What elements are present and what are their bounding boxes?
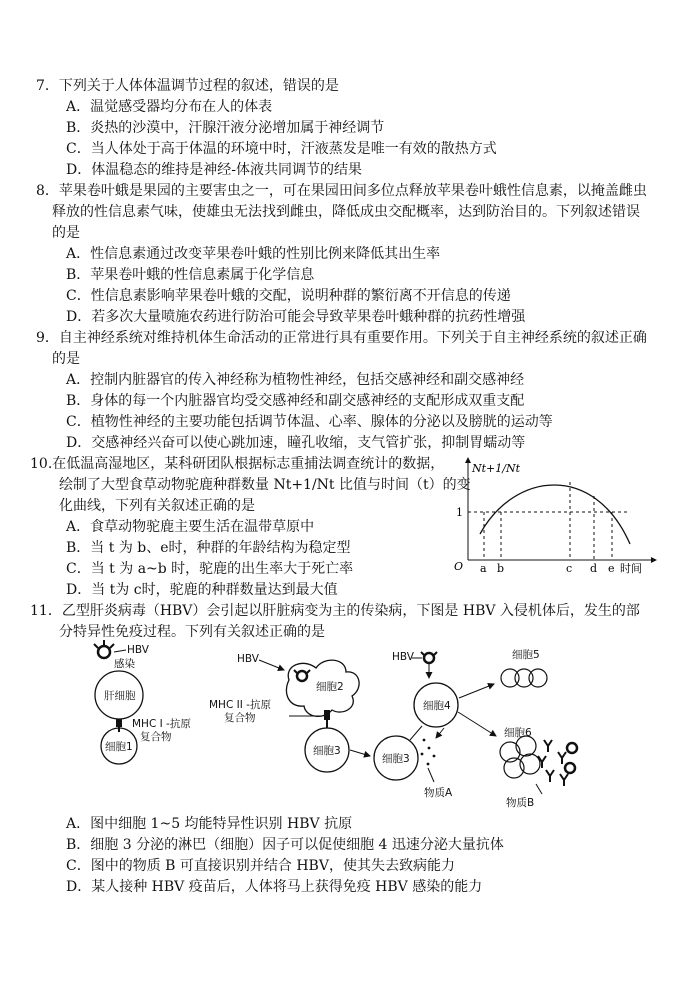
graph-xlabel: 时间	[620, 562, 642, 574]
q8-option-d: D．若多次大量喷施农药进行防治可能会导致苹果卷叶蛾种群的抗药性增强	[66, 309, 526, 325]
cell3-label-right: 细胞3	[382, 753, 410, 765]
cell4-label: 细胞4	[423, 700, 451, 712]
q10-option-b: B．当 t 为 b、e时，种群的年龄结构为稳定型	[66, 540, 351, 556]
q9-stem-line2: 的是	[52, 351, 80, 367]
cell3-cell4-link	[410, 726, 422, 740]
tick-d: d	[590, 562, 598, 574]
hbv-virus-icon	[94, 640, 114, 658]
mhc1-label-a: MHC I -抗原	[132, 718, 191, 730]
cell5-label: 细胞5	[512, 649, 540, 661]
hbv-label-line	[114, 650, 126, 652]
graph-one-label: 1	[456, 506, 463, 519]
mhc1-complex-icon	[116, 719, 122, 727]
hbv-virus-icon-3	[421, 652, 437, 663]
cell6-label: 细胞6	[504, 727, 532, 739]
infect-label: 感染	[114, 658, 135, 670]
liver-cell-label: 肝细胞	[104, 690, 136, 702]
tick-b: b	[497, 562, 505, 574]
cell4-to-cell6-arrow	[458, 712, 496, 736]
q11-immune-diagram	[84, 640, 584, 808]
tick-e: e	[608, 562, 615, 574]
q10-ratio-graph	[444, 452, 660, 574]
mhc2-label-b: 复合物	[224, 712, 256, 724]
q9-option-d: D．交感神经兴奋可以使心跳加速，瞳孔收缩，支气管扩张，抑制胃蠕动等	[66, 435, 526, 451]
q9-stem-line1: 9．自主神经系统对维持机体生命活动的正常进行具有重要作用。下列关于自主神经系统的叙述正确	[36, 330, 647, 346]
hbv-engulfed-icon	[294, 670, 310, 681]
tick-a: a	[480, 562, 487, 574]
cell1-label: 细胞1	[105, 741, 133, 753]
q7-option-c: C．当人体处于高于体温的环境中时，汗液蒸发是唯一有效的散热方式	[66, 141, 497, 157]
cell2-label: 细胞2	[316, 681, 344, 693]
hbv-label-2: HBV	[237, 653, 259, 665]
q9-option-a: A．控制内脏器官的传入神经称为植物性神经，包括交感神经和副交感神经	[66, 372, 525, 388]
cell3-to-cell3-arrow	[350, 750, 370, 756]
q8-option-b: B．苹果卷叶蛾的性信息素属于化学信息	[66, 267, 315, 283]
cell4-to-cell5-arrow	[459, 684, 494, 698]
substance-b-label: 物质B	[506, 797, 535, 808]
mhc2-complex-icon	[324, 710, 330, 720]
hbv-to-cell2-arrow	[259, 660, 284, 670]
q9-option-b: B．身体的每一个内脏器官均受交感神经和副交感神经的支配形成双重支配	[66, 393, 525, 409]
q11-stem-line1: 11．乙型肝炎病毒（HBV）会引起以肝脏病变为主的传染病，下图是 HBV 入侵机体后，发生的部	[30, 603, 640, 619]
q8-stem-line1: 8．苹果卷叶蛾是果园的主要害虫之一，可在果园田间多位点释放苹果卷叶蛾性信息素，以掩盖雌虫	[36, 183, 647, 199]
q8-option-a: A．性信息素通过改变苹果卷叶蛾的性别比例来降低其出生率	[66, 246, 441, 262]
cell-5-group	[501, 669, 547, 687]
q10-option-c: C．当 t 为 a~b 时，驼鹿的出生率大于死亡率	[66, 561, 354, 577]
graph-origin: O	[454, 560, 464, 573]
q7-option-d: D．体温稳态的维持是神经-体液共同调节的结果	[66, 162, 362, 178]
ratio-curve	[480, 485, 630, 544]
antibody-icons	[538, 740, 568, 786]
cell-6-group	[500, 736, 540, 778]
q11-option-c: C．图中的物质 B 可直接识别并结合 HBV，使其失去致病能力	[66, 858, 455, 874]
hbv-label-1: HBV	[127, 644, 149, 656]
hbv-label-3: HBV	[392, 651, 414, 663]
substance-a-label: 物质A	[424, 787, 453, 799]
q8-option-c: C．性信息素影响苹果卷叶蛾的交配，说明种群的繁衍离不开信息的传递	[66, 288, 511, 304]
q10-stem-line2: 绘制了大型食草动物驼鹿种群数量 Nt+1/Nt 比值与时间（t）的变	[59, 477, 471, 493]
q7-stem: 7．下列关于人体体温调节过程的叙述，错误的是	[36, 78, 339, 94]
q10-option-a: A．食草动物驼鹿主要生活在温带草原中	[66, 519, 315, 535]
q8-stem-line2: 释放的性信息素气味，使雄虫无法找到雌虫，降低成虫交配概率，达到防治目的。下列叙述错误	[52, 204, 640, 220]
q11-option-b: B．细胞 3 分泌的淋巴（细胞）因子可以促使细胞 4 迅速分泌大量抗体	[66, 837, 504, 853]
q11-stem-line2: 分特异性免疫过程。下列有关叙述正确的是	[59, 624, 325, 640]
q10-option-d: D．当 t为 c时，驼鹿的种群数量达到最大值	[66, 582, 338, 598]
hbv-bound-icon	[565, 743, 577, 773]
mhc2-label-a: MHC II -抗原	[209, 699, 271, 711]
tick-c: c	[566, 562, 573, 574]
cell3-label-left: 细胞3	[313, 745, 341, 757]
substance-a-dots	[421, 739, 436, 766]
q8-stem-line3: 的是	[52, 225, 80, 241]
q10-stem-line1: 10.在低温高湿地区，某科研团队根据标志重捕法调查统计的数据，	[30, 456, 445, 472]
q11-option-a: A．图中细胞 1~5 均能特异性识别 HBV 抗原	[66, 816, 353, 832]
mhc1-label-b: 复合物	[140, 731, 172, 743]
q10-stem-line3: 化曲线，下列有关叙述正确的是	[59, 498, 255, 514]
q9-option-c: C．植物性神经的主要功能包括调节体温、心率、腺体的分泌以及膀胱的运动等	[66, 414, 553, 430]
graph-ylabel: Nt+1/Nt	[472, 462, 521, 475]
substance-a-arrow	[436, 728, 444, 738]
q11-option-d: D．某人接种 HBV 疫苗后，人体将马上获得免疫 HBV 感染的能力	[66, 879, 483, 895]
q7-option-b: B．炎热的沙漠中，汗腺汗液分泌增加属于神经调节	[66, 120, 385, 136]
q7-option-a: A．温觉感受器均分布在人的体表	[66, 99, 273, 115]
